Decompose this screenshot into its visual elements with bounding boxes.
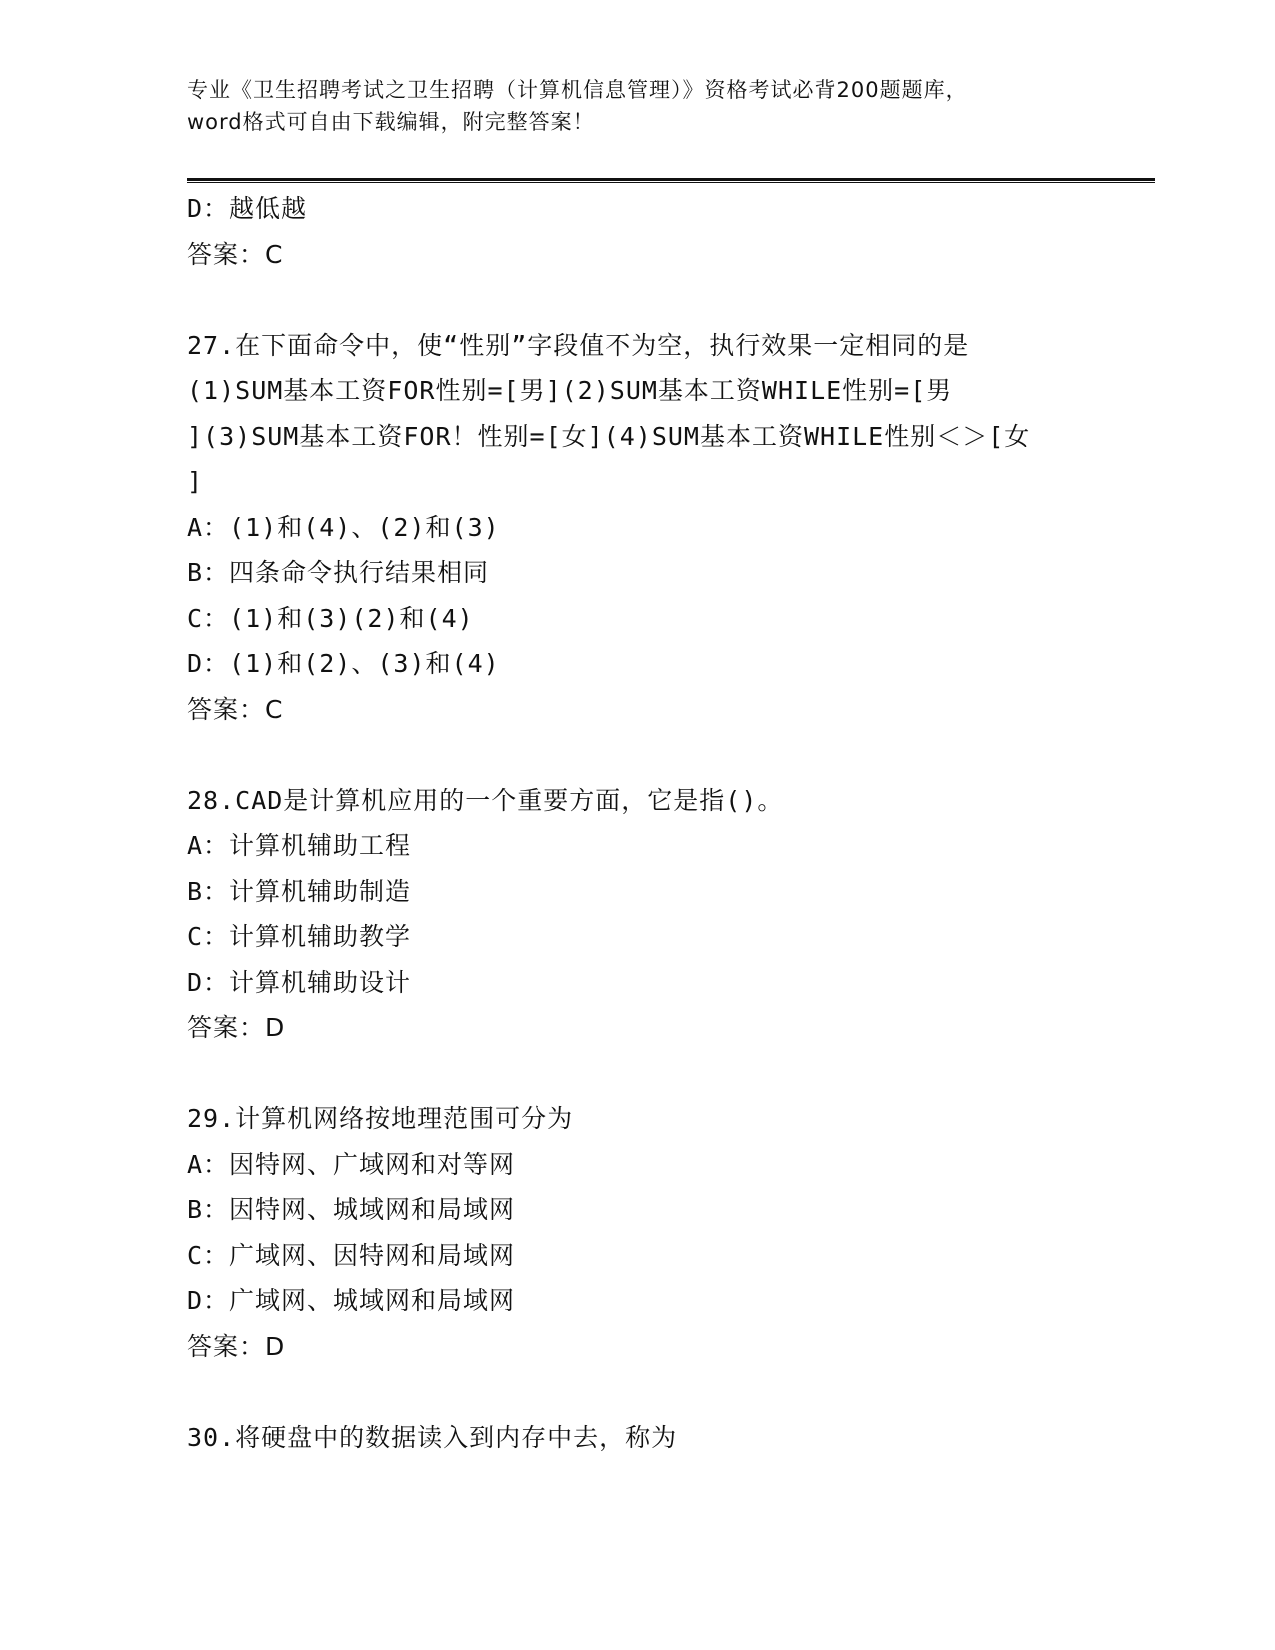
option-a: A：(1)和(4)、(2)和(3) [187,512,500,542]
spacer [187,1051,1087,1097]
option-c: C：广域网、因特网和局域网 [187,1240,516,1270]
header-rule [187,178,1155,183]
spacer [187,1369,1087,1415]
header-line-1: 专业《卫生招聘考试之卫生招聘（计算机信息管理）》资格考试必背200题题库， [187,78,968,102]
answer: 答案：C [187,694,284,724]
question-stem: 28.CAD是计算机应用的一个重要方面，它是指()。 [187,785,784,815]
question-27 [187,323,1087,733]
spacer [187,732,1087,778]
header-line-2: word格式可自由下载编辑，附完整答案！ [187,110,595,134]
answer: 答案：D [187,1331,286,1361]
option-d: D：广域网、城域网和局域网 [187,1286,516,1315]
option-b: B：四条命令执行结果相同 [187,558,490,587]
prev-answer: 答案：C [187,239,284,269]
option-a: A：因特网、广域网和对等网 [187,1149,516,1179]
question-28 [187,778,1087,1051]
option-a: A：计算机辅助工程 [187,831,412,860]
answer: 答案：D [187,1013,286,1042]
option-b: B：计算机辅助制造 [187,876,412,906]
question-29 [187,1096,1087,1369]
prev-option-d: D：越低越 [187,194,308,223]
question-stem: ](3)SUM基本工资FOR！性别=[女](4)SUM基本工资WHILE性别＜＞[女 [187,421,1031,451]
option-d: D：(1)和(2)、(3)和(4) [187,649,500,678]
question-stem: 30.将硬盘中的数据读入到内存中去，称为 [187,1422,678,1452]
option-d: D：计算机辅助设计 [187,967,412,997]
option-b: B：因特网、城域网和局域网 [187,1195,516,1224]
spacer [187,277,1087,323]
question-stem: ] [187,467,204,496]
question-stem: 27.在下面命令中，使“性别”字段值不为空，执行效果一定相同的是 [187,330,970,360]
option-c: C：(1)和(3)(2)和(4) [187,603,474,633]
question-30 [187,1415,1087,1461]
document-body [187,186,1087,1460]
option-c: C：计算机辅助教学 [187,922,412,951]
question-stem: (1)SUM基本工资FOR性别=[男](2)SUM基本工资WHILE性别=[男 [187,376,953,405]
page-header [187,74,1087,138]
question-stem: 29.计算机网络按地理范围可分为 [187,1104,574,1133]
